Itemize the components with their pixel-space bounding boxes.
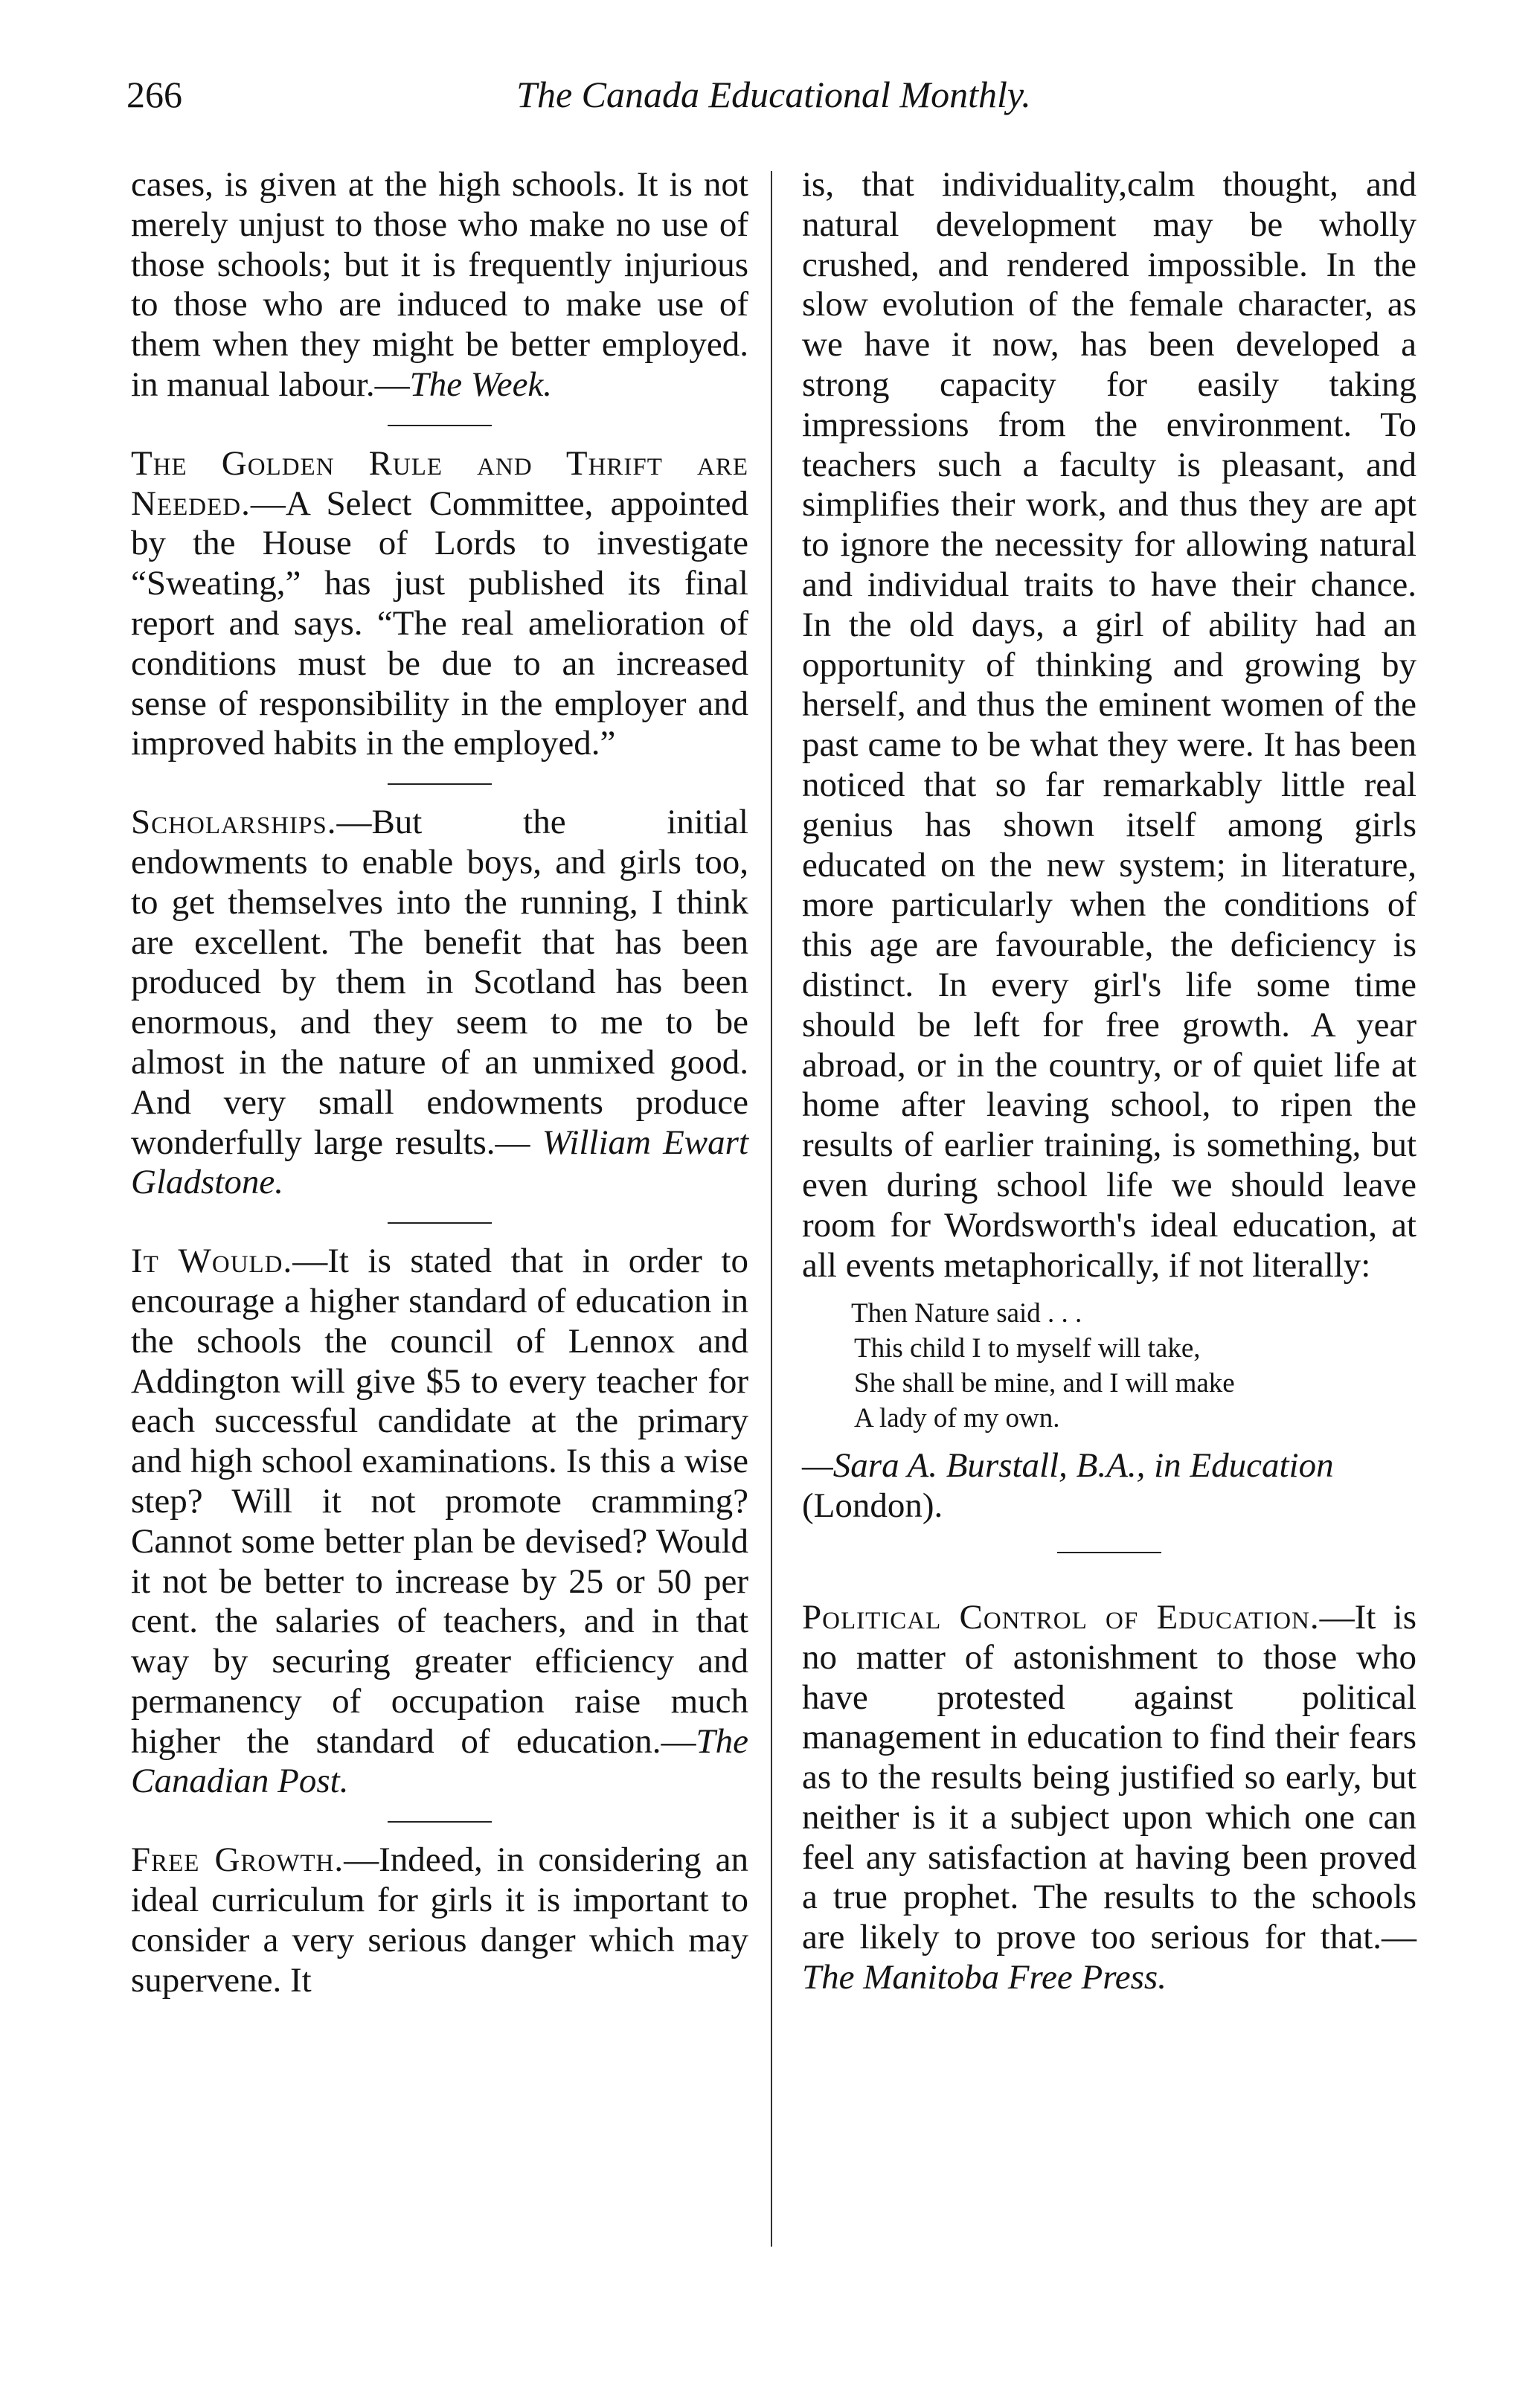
poem-quote bbox=[851, 1296, 1417, 1436]
article-heading: It Would. bbox=[131, 1242, 293, 1281]
article-heading: Scholarships. bbox=[131, 803, 337, 842]
article-it-would bbox=[131, 1242, 748, 1802]
section-divider bbox=[1057, 1552, 1161, 1553]
attribution bbox=[802, 1446, 1417, 1527]
right-column bbox=[802, 165, 1417, 1998]
section-divider bbox=[388, 783, 492, 785]
attribution-name: —Sara A. Burstall, B.A., in Education bbox=[802, 1446, 1334, 1486]
article-text: —But the initial endowments to enable boys, and girls too, to get themselves into the running, I think are excellent. The benefit that has been produced by them in Scotland has been enormous, and they seem to me to be almost in the nature of an unmixed good. And very small endowments produce wonderfully large results.— bbox=[131, 803, 748, 1162]
column-rule bbox=[771, 171, 772, 2247]
article-source: William Ewart Gladstone. bbox=[131, 1123, 749, 1202]
left-column bbox=[131, 165, 748, 2000]
article-heading: The Golden Rule and Thrift are Needed. bbox=[131, 443, 748, 523]
poem-line: She shall be mine, and I will make bbox=[854, 1368, 1235, 1399]
article-golden-rule bbox=[131, 444, 748, 764]
article-scholarships bbox=[131, 803, 748, 1203]
attribution-place: (London). bbox=[802, 1486, 943, 1526]
article-source: The Canadian Post. bbox=[131, 1721, 748, 1801]
article-heading: Political Control of Education. bbox=[802, 1597, 1320, 1637]
poem-line: Then Nature said . . . bbox=[851, 1298, 1082, 1329]
article-continued bbox=[131, 165, 748, 405]
article-text: —It is stated that in order to encourage a higher standard of education in the schools the council of Lennox and Addington will give $5 to every teacher for each successful candidate at the primary and high school examinations. Is this a wise step? Will it not promote cramming? Cannot some better plan be devised? Would it not be better to increase by 25 or 50 per cent. the salaries of teachers, and in that way by securing greater efficiency and permanency of occupation raise much higher the standard of education.— bbox=[131, 1242, 748, 1761]
article-text: cases, is given at the high schools. It is not merely unjust to those who make no use of those schools; but it is frequently injurious to those who are induced to make use of them when they might be better employed. in manual labour.— bbox=[131, 165, 748, 404]
page-number: 266 bbox=[126, 74, 182, 115]
article-source: The Week. bbox=[409, 365, 553, 404]
section-divider bbox=[388, 425, 492, 426]
article-text: —It is no matter of astonishment to those who have protested against political management in education to find their fears as to the results being justified so early, but neither is it a subject upon which one can feel any satisfaction at having been proved a true prophet. The results to the schools are likely to prove too serious for that.— bbox=[802, 1597, 1417, 1957]
article-text: —A Select Committee, appointed by the House of Lords to investigate “Sweating,” has just published its final report and says. “The real amelioration of conditions must be due to an increased sense of responsibility in the employer and improved habits in the employed.” bbox=[131, 484, 748, 763]
article-free-growth bbox=[131, 1840, 748, 2000]
running-title: The Canada Educational Monthly. bbox=[516, 74, 1031, 115]
section-divider bbox=[388, 1821, 492, 1823]
poem-line: A lady of my own. bbox=[854, 1403, 1060, 1434]
poem-line: This child I to myself will take, bbox=[854, 1333, 1201, 1364]
article-political-control bbox=[802, 1598, 1417, 1998]
article-source: The Manitoba Free Press. bbox=[802, 1958, 1167, 1997]
article-heading: Free Growth. bbox=[131, 1840, 344, 1880]
section-divider bbox=[388, 1222, 492, 1224]
article-free-growth-continued: is, that individuality,calm thought, and natural development may be wholly crushed, and rendered impossible. In the slow evolution of the female character, as we have it now, has been developed a strong capacity for easily taking impressions from the environment. To teachers such a faculty is pleasant, and simplifies their work, and thus they are apt to ignore the necessity for allowing natural and individual traits to have their chance. In the old days, a girl of ability had an opportunity of thinking and growing by herself, and thus the eminent women of the past came to be what they were. It has been noticed that so far remarkably little real genius has shown itself among girls educated on the new system; in literature, more particularly when the conditions of this age are favourable, the deficiency is distinct. In every girl's life some time should be left for free growth. A year abroad, or in the country, or of quiet life at home after leaving school, to ripen the results of earlier training, is something, but even during school life we should leave room for Wordsworth's ideal education, at all events metaphorically, if not literally: bbox=[802, 165, 1417, 1285]
article-text: —Indeed, in considering an ideal curriculum for girls it is important to consider a very serious danger which may supervene. It bbox=[131, 1840, 749, 2000]
running-header bbox=[126, 73, 1421, 132]
